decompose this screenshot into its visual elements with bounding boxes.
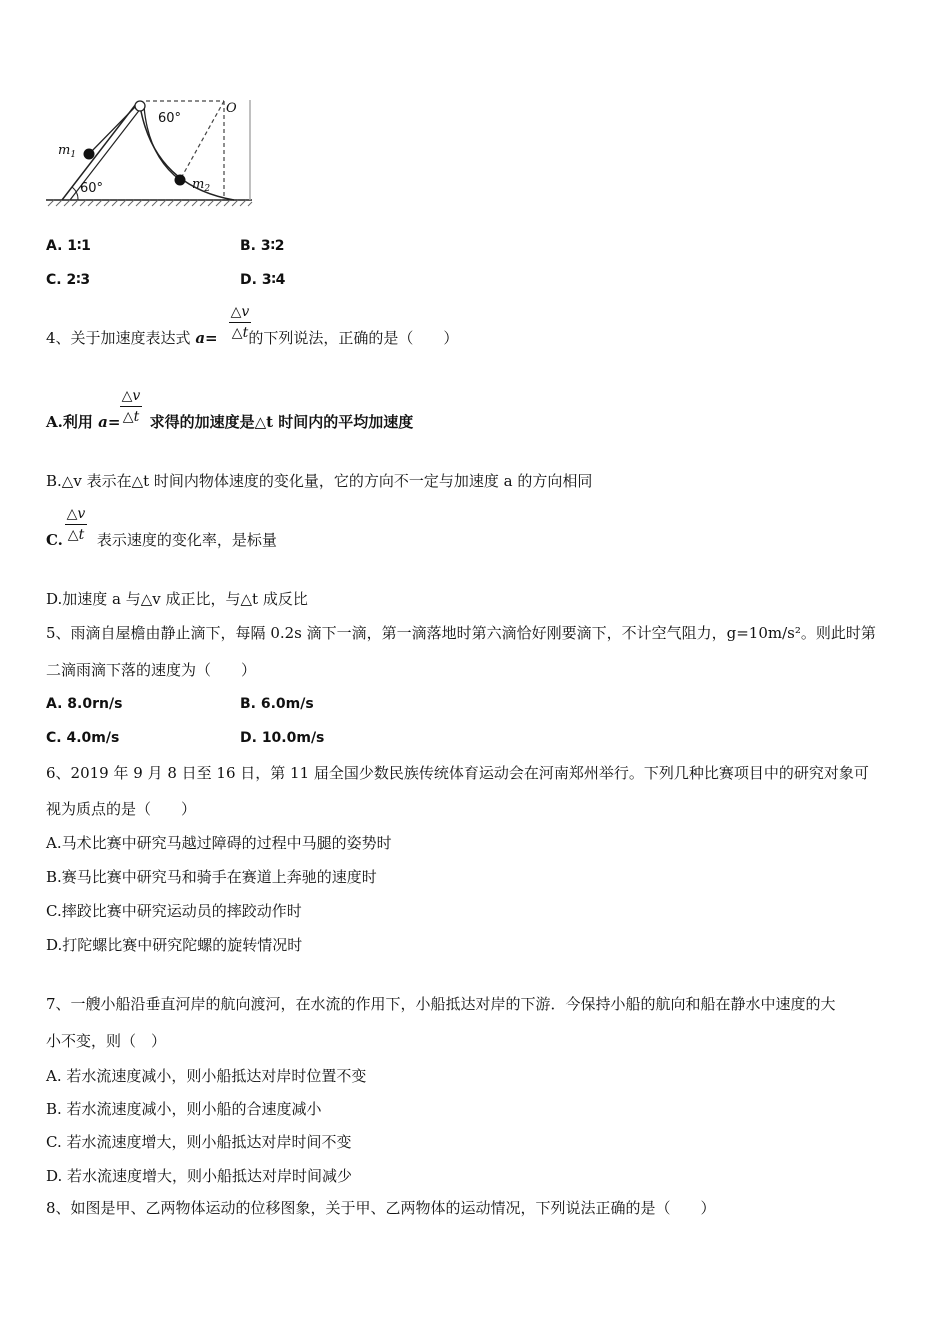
physics-diagram (44, 96, 254, 212)
label-angle-top: 60° (158, 111, 182, 126)
ground (46, 200, 252, 206)
q4-option-c: C. 表示速度的变化率，是标量 (46, 531, 277, 549)
q7-stem-line2: 小不变，则（ ） (46, 1032, 167, 1050)
mass-m2 (175, 175, 186, 186)
q4-stem: 4、关于加速度表达式 a= 的下列说法，正确的是（ ） (46, 329, 459, 347)
mass-m1 (84, 149, 95, 160)
bowl-surface (140, 106, 234, 200)
string-m1 (89, 106, 136, 154)
q8-stem: 8、如图是甲、乙两物体运动的位移图象，关于甲、乙两物体的运动情况，下列说法正确的是（ ） (46, 1199, 716, 1217)
q4-option-a: A.利用 a= 求得的加速度是△t 时间内的平均加速度 (46, 413, 414, 431)
q5-option-a: A. 8.0rn/s (46, 696, 123, 712)
q4-stem-fraction: △v △t (230, 304, 250, 341)
q5-stem-line2: 二滴雨滴下落的速度为（ ） (46, 661, 257, 679)
label-angle-bottom: 60° (80, 181, 104, 196)
q6-stem-line2: 视为质点的是（ ） (46, 800, 197, 818)
label-m2: $m_2$ (192, 177, 211, 194)
q6-option-c: C.摔跤比赛中研究运动员的摔跤动作时 (46, 902, 302, 920)
q6-stem-line1: 6、2019 年 9 月 8 日至 16 日，第 11 届全国少数民族传统体育运动会在河南郑州举行。下列几种比赛项目中的研究对象可 (46, 764, 869, 782)
q4-option-b: B.△v 表示在△t 时间内物体速度的变化量，它的方向不一定与加速度 a 的方向相同 (46, 472, 593, 490)
pulley (135, 101, 145, 111)
q7-option-c: C. 若水流速度增大，则小船抵达对岸时间不变 (46, 1133, 352, 1151)
label-O: O (226, 101, 237, 116)
q5-option-c: C. 4.0m/s (46, 730, 120, 746)
q5-option-d: D. 10.0m/s (240, 730, 325, 746)
q3-option-d: D. 3∶4 (240, 272, 286, 288)
q3-option-b: B. 3∶2 (240, 238, 285, 254)
q7-stem-line1: 7、一艘小船沿垂直河岸的航向渡河，在水流的作用下，小船抵达对岸的下游．今保持小船的航向和船在静水中速度的大 (46, 995, 836, 1013)
q4-option-c-fraction: △v △t (66, 506, 86, 543)
q6-option-a: A.马术比赛中研究马越过障碍的过程中马腿的姿势时 (46, 834, 392, 852)
label-m1: $m_1$ (58, 143, 77, 160)
q7-option-b: B. 若水流速度减小，则小船的合速度减小 (46, 1100, 322, 1118)
q5-stem-line1: 5、雨滴自屋檐由静止滴下，每隔 0.2s 滴下一滴，第一滴落地时第六滴恰好刚要滴下，不计空气阻力，g=10m/s²。则此时第 (46, 624, 876, 642)
q5-option-b: B. 6.0m/s (240, 696, 314, 712)
q3-option-c: C. 2∶3 (46, 272, 91, 288)
q4-option-d: D.加速度 a 与△v 成正比，与△t 成反比 (46, 590, 308, 608)
q7-option-d: D. 若水流速度增大，则小船抵达对岸时间减少 (46, 1167, 353, 1185)
q7-option-a: A. 若水流速度减小，则小船抵达对岸时位置不变 (46, 1067, 367, 1085)
q4-option-a-fraction: △v △t (121, 388, 141, 425)
q6-option-d: D.打陀螺比赛中研究陀螺的旋转情况时 (46, 936, 303, 954)
q6-option-b: B.赛马比赛中研究马和骑手在赛道上奔驰的速度时 (46, 868, 377, 886)
dashed-diagonal (180, 101, 224, 180)
q3-option-a: A. 1∶1 (46, 238, 91, 254)
